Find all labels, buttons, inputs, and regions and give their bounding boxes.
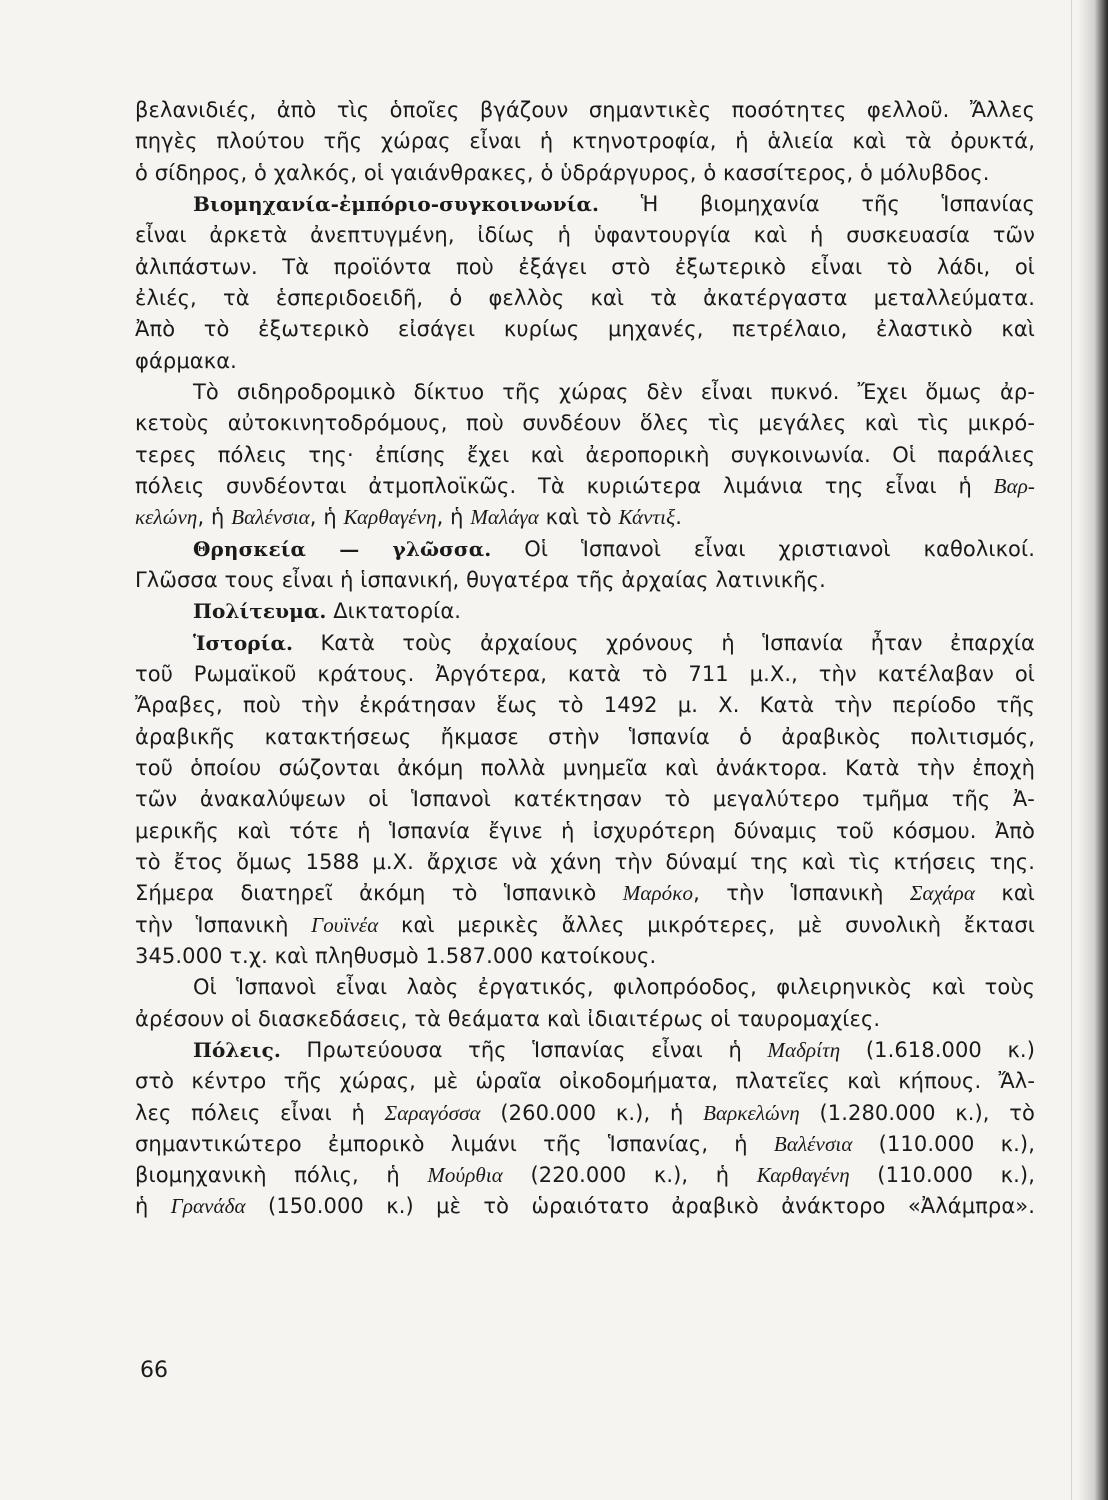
text-segment: μερικῆς καὶ τότε ἡ Ἱσπανία ἔγινε ἡ ἰσχυρότερη δύναμις τοῦ κόσμου. Ἀπὸ xyxy=(135,818,1035,843)
book-page-text xyxy=(135,95,1035,1223)
text-segment: , ἡ xyxy=(309,505,344,530)
text-line xyxy=(135,189,1035,220)
text-segment: . xyxy=(675,505,682,530)
place-name: Μαδρίτη xyxy=(767,1037,841,1062)
text-line xyxy=(135,596,1035,627)
text-segment: Ἄραβες, ποὺ τὴν ἐκράτησαν ἕως τὸ 1492 μ. Χ. Κατὰ τὴν περίοδο τῆς xyxy=(135,693,1035,718)
text-line xyxy=(135,847,1035,878)
text-segment: σημαντικώτερο ἐμπορικὸ λιμάνι τῆς Ἱσπανίας, ἡ xyxy=(135,1131,774,1156)
text-segment: 345.000 τ.χ. καὶ πληθυσμὸ 1.587.000 κατοίκους. xyxy=(135,943,657,968)
text-segment: τὸ ἔτος ὅμως 1588 μ.Χ. ἄρχισε νὰ χάνη τὴν δύναμί της καὶ τὶς κτήσεις της. xyxy=(135,849,1035,874)
section-heading: Βιομηχανία-ἐμπόριο-συγκοινωνία. xyxy=(193,191,600,216)
text-segment: (220.000 κ.), ἡ xyxy=(502,1163,757,1188)
text-segment: ἐλιές, τὰ ἑσπεριδοειδῆ, ὁ φελλὸς καὶ τὰ ἀκατέργαστα μεταλλεύματα. xyxy=(135,285,1035,310)
text-line xyxy=(135,753,1035,784)
text-line xyxy=(135,95,1035,126)
page-edge-line xyxy=(1071,0,1072,1500)
text-segment: κετοὺς αὐτοκινητοδρόμους, ποὺ συνδέουν ὅλες τὶς μεγάλες καὶ τὶς μικρό- xyxy=(135,411,1035,436)
text-line xyxy=(135,314,1035,345)
text-line xyxy=(135,628,1035,659)
text-segment: Ἀπὸ τὸ ἐξωτερικὸ εἰσάγει κυρίως μηχανές, πετρέλαιο, ἐλαστικὸ καὶ xyxy=(135,317,1035,342)
text-line xyxy=(135,690,1035,721)
text-line xyxy=(135,1160,1035,1191)
text-line xyxy=(135,534,1035,565)
text-line xyxy=(135,659,1035,690)
text-segment: καὶ μερικὲς ἄλλες μικρότερες, μὲ συνολικὴ ἔκτασι xyxy=(378,912,1035,937)
page-edge-shadow xyxy=(1078,0,1108,1500)
text-segment: Κατὰ τοὺς ἀρχαίους χρόνους ἡ Ἱσπανία ἦταν ἐπαρχία xyxy=(293,630,1035,655)
text-segment: βιομηχανικὴ πόλις, ἡ xyxy=(135,1163,428,1188)
text-line xyxy=(135,816,1035,847)
text-line xyxy=(135,1191,1035,1222)
place-name: Κάντιξ xyxy=(618,505,676,530)
place-name: Καρθαγένη xyxy=(756,1163,850,1188)
text-segment: στὸ κέντρο τῆς χώρας, μὲ ὡραῖα οἰκοδομήματα, πλατεῖες καὶ κήπους. Ἄλ- xyxy=(135,1069,1035,1094)
text-segment: , τὴν Ἱσπανικὴ xyxy=(693,881,910,906)
text-line xyxy=(135,471,1035,502)
place-name: Σαχάρα xyxy=(909,881,975,906)
text-line xyxy=(135,408,1035,439)
place-name: Βαρ- xyxy=(993,473,1035,498)
text-segment: Οἱ Ἱσπανοὶ εἶναι χριστιανοὶ καθολικοί. xyxy=(491,536,1035,561)
text-segment: φάρμακα. xyxy=(135,348,237,373)
place-name: Μαλάγα xyxy=(470,505,539,530)
text-line xyxy=(135,1066,1035,1097)
text-segment: ἀρέσουν οἱ διασκεδάσεις, τὰ θεάματα καὶ ἰδιαιτέρως οἱ ταυρομαχίες. xyxy=(135,1006,881,1031)
text-line xyxy=(135,283,1035,314)
text-segment: βελανιδιές, ἀπὸ τὶς ὁποῖες βγάζουν σημαντικὲς ποσότητες φελλοῦ. Ἄλλες xyxy=(135,98,1035,122)
text-segment: Οἱ Ἱσπανοὶ εἶναι λαὸς ἐργατικός, φιλοπρόοδος, φιλειρηνικὸς καὶ τοὺς xyxy=(193,975,1035,1000)
text-segment: Δικτατορία. xyxy=(326,599,462,624)
text-segment: (150.000 κ.) μὲ τὸ ὡραιότατο ἀραβικὸ ἀνάκτορο «Ἀλάμπρα». xyxy=(245,1194,1036,1219)
text-segment: , ἡ xyxy=(197,505,232,530)
text-segment: (260.000 κ.), ἡ xyxy=(480,1100,704,1125)
text-line xyxy=(135,784,1035,815)
text-segment: (110.000 κ.), xyxy=(852,1131,1035,1156)
text-line xyxy=(135,252,1035,283)
text-line xyxy=(135,126,1035,157)
text-line xyxy=(135,722,1035,753)
place-name: Γουϊνέα xyxy=(311,912,379,937)
text-segment: τῶν ἀνακαλύψεων οἱ Ἱσπανοὶ κατέκτησαν τὸ μεγαλύτερο τμῆμα τῆς Ἀ- xyxy=(135,787,1035,812)
text-segment: ἀραβικῆς κατακτήσεως ἤκμασε στὴν Ἱσπανία ὁ ἀραβικὸς πολιτισμός, xyxy=(135,724,1035,749)
text-segment: ἀλιπάστων. Τὰ προϊόντα ποὺ ἐξάγει στὸ ἐξωτερικὸ εἶναι τὸ λάδι, οἱ xyxy=(135,254,1035,279)
text-segment: Γλῶσσα τους εἶναι ἡ ἱσπανική, θυγατέρα τῆς ἀρχαίας λατινικῆς. xyxy=(135,567,826,592)
place-name: Μαρόκο xyxy=(622,881,694,906)
text-line xyxy=(135,346,1035,377)
text-line xyxy=(135,972,1035,1003)
text-line xyxy=(135,565,1035,596)
text-segment: ἡ xyxy=(135,1194,171,1219)
text-line xyxy=(135,502,1035,533)
text-segment: (1.280.000 κ.), τὸ xyxy=(799,1100,1035,1125)
place-name: Βαρκελώνη xyxy=(703,1100,800,1125)
text-line xyxy=(135,941,1035,972)
text-segment: Τὸ σιδηροδρομικὸ δίκτυο τῆς χώρας δὲν εἶναι πυκνό. Ἔχει ὅμως ἀρ- xyxy=(193,379,1035,404)
section-heading: Ἱστορία. xyxy=(193,630,294,655)
text-segment: πόλεις συνδέονται ἀτμοπλοϊκῶς. Τὰ κυριώτερα λιμάνια της εἶναι ἡ xyxy=(135,473,994,498)
place-name: Βαλένσια xyxy=(231,505,310,530)
text-segment: ὁ σίδηρος, ὁ χαλκός, οἱ γαιάνθρακες, ὁ ὑδράργυρος, ὁ κασσίτερος, ὁ μόλυβδος. xyxy=(135,160,990,185)
place-name: Καρθαγένη xyxy=(343,505,437,530)
text-line xyxy=(135,377,1035,408)
section-heading: Πόλεις. xyxy=(193,1037,281,1062)
text-segment: καὶ τὸ xyxy=(538,505,619,530)
text-segment: Ἡ βιομηχανία τῆς Ἱσπανίας xyxy=(599,191,1035,216)
page-number: 66 xyxy=(140,1358,168,1383)
text-segment: καὶ xyxy=(974,881,1035,906)
text-segment: πηγὲς πλούτου τῆς χώρας εἶναι ἡ κτηνοτροφία, ἡ ἁλιεία καὶ τὰ ὀρυκτά, xyxy=(135,129,1035,154)
text-line xyxy=(135,158,1035,189)
text-segment: Σήμερα διατηρεῖ ἀκόμη τὸ Ἱσπανικὸ xyxy=(135,881,623,906)
text-segment: (1.618.000 κ.) xyxy=(840,1037,1035,1062)
section-heading: Θρησκεία — γλῶσσα. xyxy=(193,536,492,561)
text-segment: λες πόλεις εἶναι ἡ xyxy=(135,1100,385,1125)
section-heading: Πολίτευμα. xyxy=(193,599,327,624)
text-segment: , ἡ xyxy=(436,505,471,530)
place-name: Βαλένσια xyxy=(773,1131,853,1156)
place-name: Μούρθια xyxy=(427,1163,503,1188)
place-name: Γρανάδα xyxy=(170,1194,246,1219)
text-line xyxy=(135,910,1035,941)
text-line xyxy=(135,1035,1035,1066)
place-name: Σαραγόσσα xyxy=(384,1100,481,1125)
text-segment: τοῦ Ρωμαϊκοῦ κράτους. Ἀργότερα, κατὰ τὸ 711 μ.Χ., τὴν κατέλαβαν οἱ xyxy=(135,661,1035,686)
text-line xyxy=(135,878,1035,909)
text-line xyxy=(135,220,1035,251)
text-line xyxy=(135,1098,1035,1129)
place-name: κελώνη xyxy=(135,505,198,530)
text-segment: Πρωτεύουσα τῆς Ἱσπανίας εἶναι ἡ xyxy=(280,1037,768,1062)
text-segment: τοῦ ὁποίου σώζονται ἀκόμη πολλὰ μνημεῖα καὶ ἀνάκτορα. Κατὰ τὴν ἐποχὴ xyxy=(135,755,1035,780)
text-line xyxy=(135,440,1035,471)
text-segment: τερες πόλεις της· ἐπίσης ἔχει καὶ ἀεροπορικὴ συγκοινωνία. Οἱ παράλιες xyxy=(135,442,1035,467)
text-segment: (110.000 κ.), xyxy=(849,1163,1035,1188)
text-segment: εἶναι ἀρκετὰ ἀνεπτυγμένη, ἰδίως ἡ ὑφαντουργία καὶ ἡ συσκευασία τῶν xyxy=(135,223,1035,248)
text-segment: τὴν Ἱσπανικὴ xyxy=(135,912,312,937)
text-line xyxy=(135,1129,1035,1160)
text-line xyxy=(135,1004,1035,1035)
